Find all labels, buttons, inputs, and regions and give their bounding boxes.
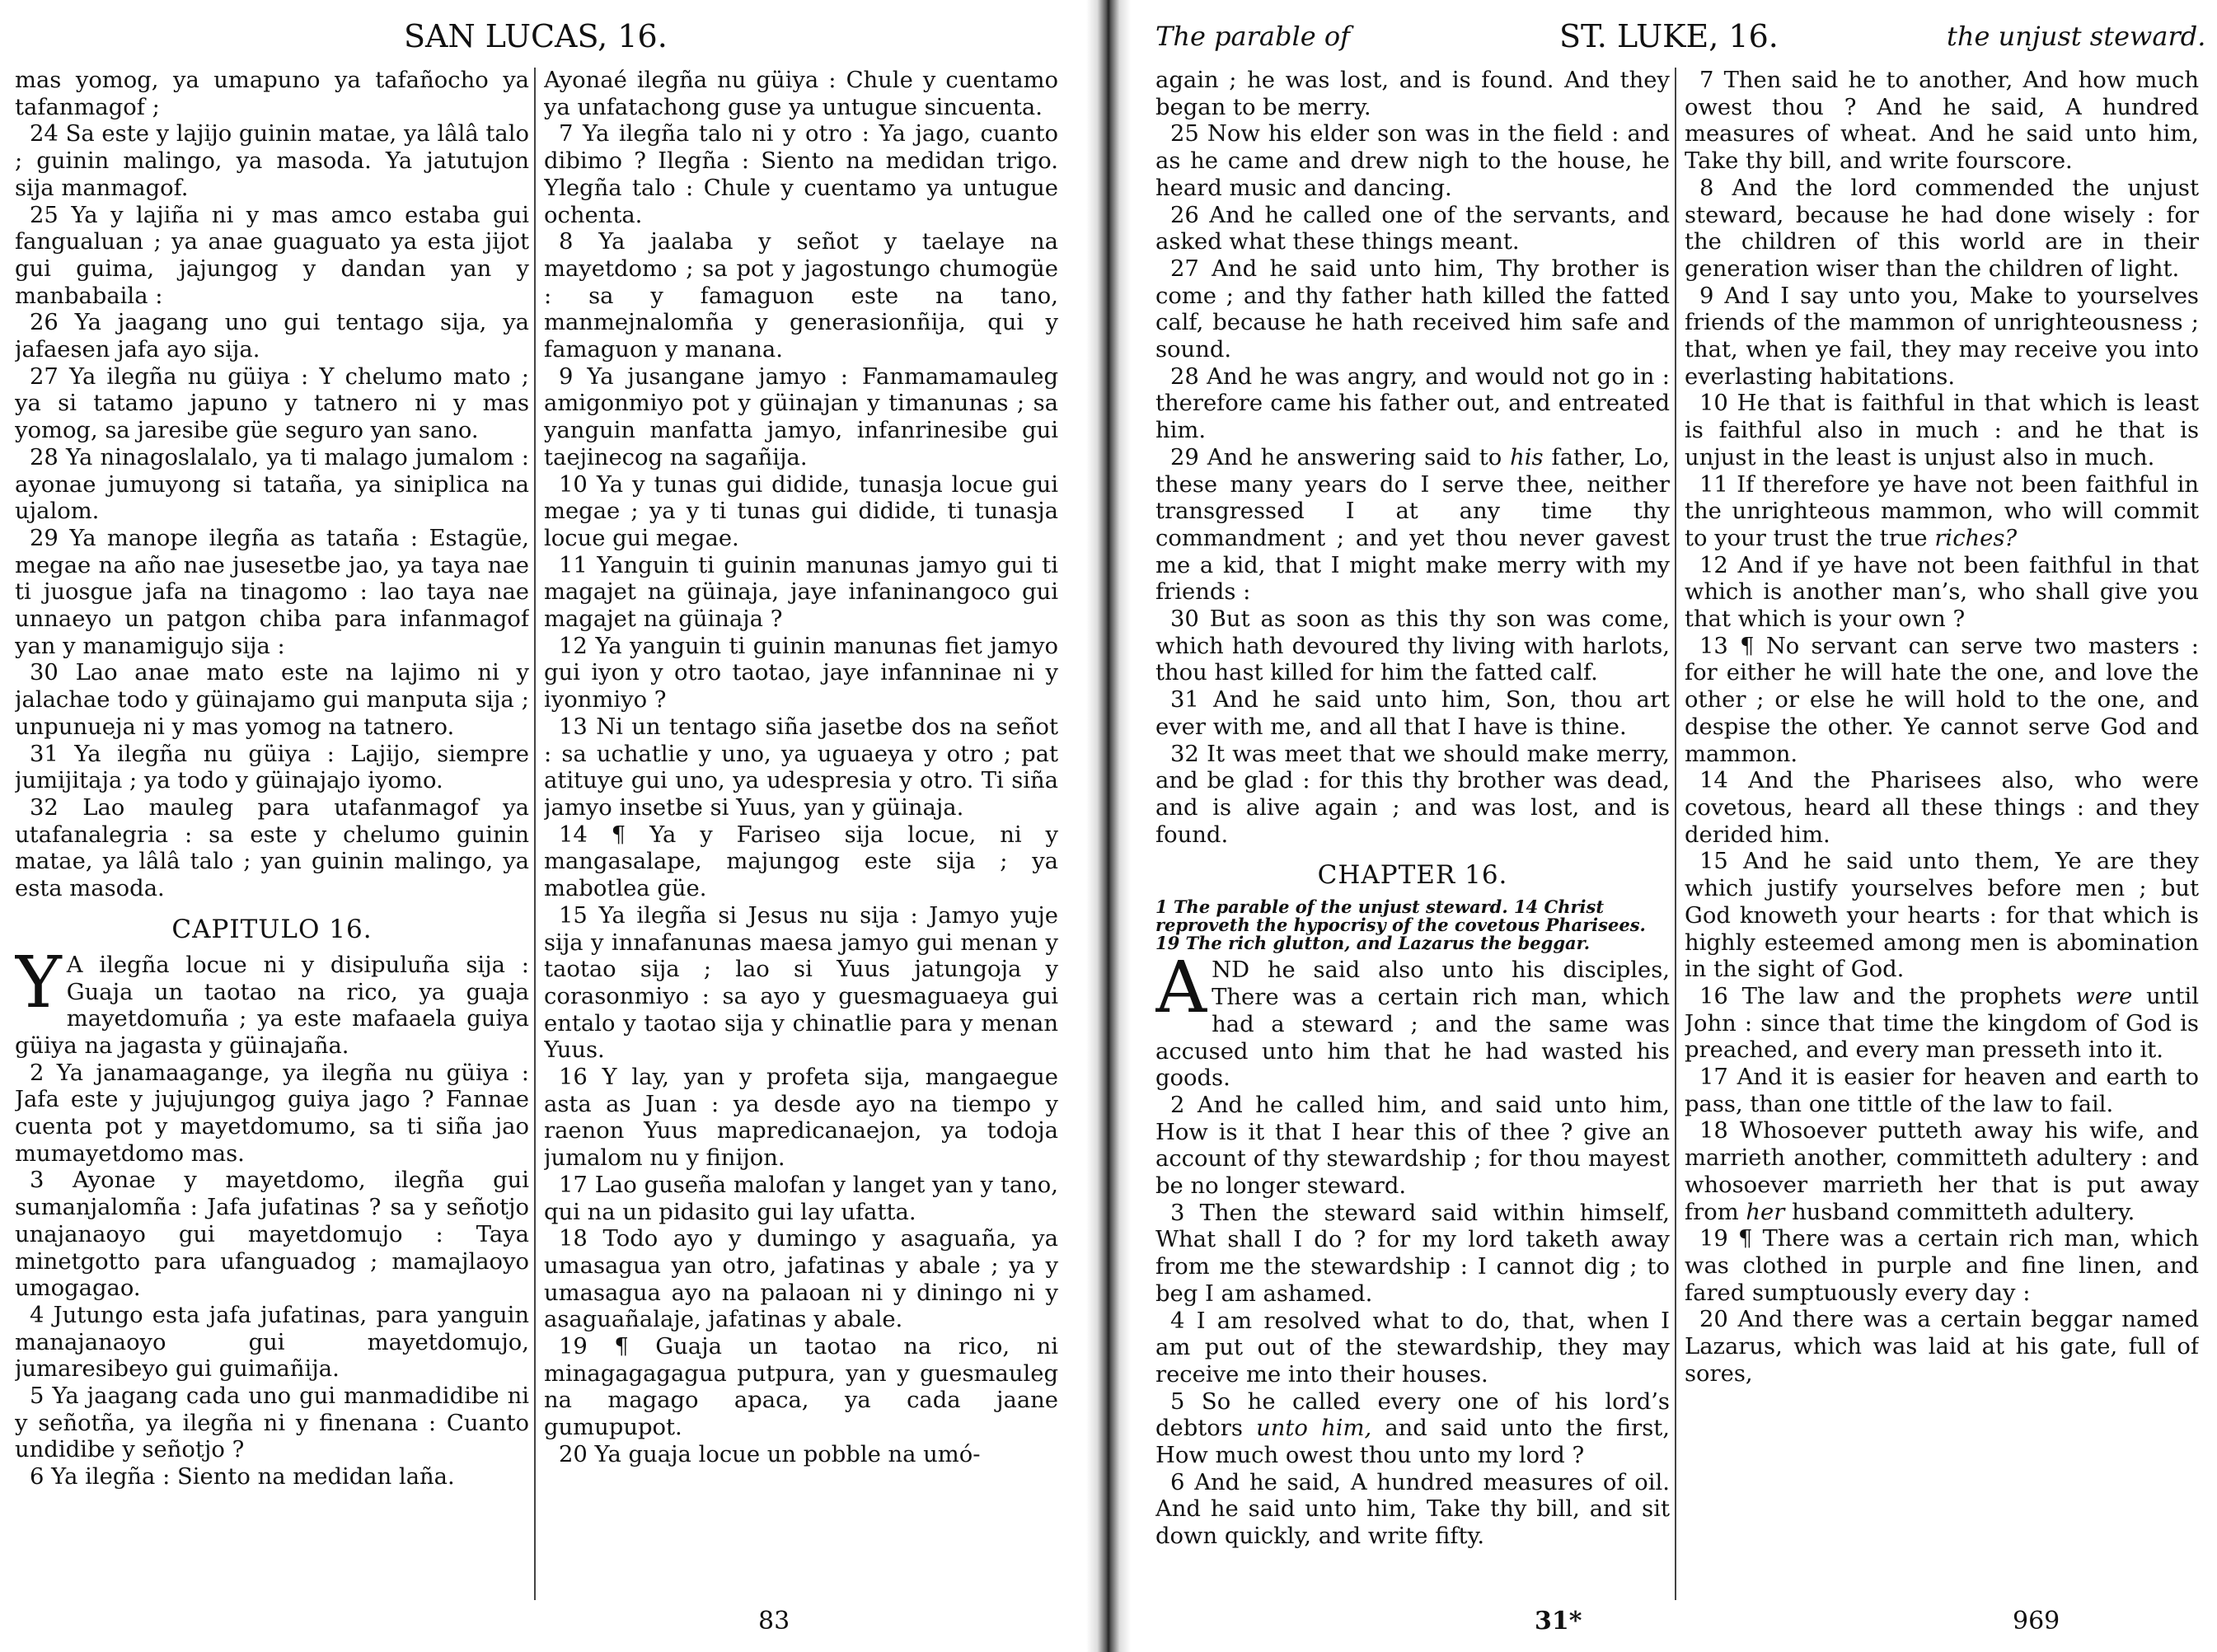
verse-text: husband committeth adultery. [1784, 1199, 2135, 1225]
left-page [0, 0, 1086, 1652]
verse: 30 But as soon as this thy son was come, which hath devoured thy living with harlots, thou hast killed for him the fatted calf. [1155, 606, 1670, 686]
verse: 8 Ya jaalaba y señot y taelaye na mayetdomo ; sa pot y jagostungo chumogüe : sa y famaguon este na tano, manmejnalomña y generasionñija, qui y famaguon y manana. [544, 229, 1058, 363]
verse: again ; he was lost, and is found. And they began to be merry. [1155, 68, 1670, 120]
running-head-right: the unjust steward. [1947, 21, 2206, 52]
verse: 30 Lao anae mato este na lajimo ni y jalachae todo y güinajamo gui manputa sija ; unpunueja ni y mas yomog na tatnero. [15, 660, 529, 740]
verse: 2 Ya janamaagange, ya ilegña nu güiya : Jafa este y jujujungog guiya jago ? Fannae cuenta pot y mayetdomumo, sa ti siña jao mumayetdomo mas. [15, 1060, 529, 1167]
verse [1685, 1118, 2199, 1226]
drop-cap: A [1155, 947, 1207, 1030]
verse-text: 5 So he called every one of his lord’s debtors [1155, 1388, 1670, 1442]
verse: 19 ¶ There was a certain rich man, which was clothed in purple and fine linen, and fared sumptuously every day : [1685, 1226, 2199, 1306]
verse-text: and said unto the first, How much owest thou unto my lord ? [1155, 1416, 1670, 1469]
verse: 6 And he said, A hundred measures of oil. And he said unto him, Take thy bill, and sit down quickly, and write fifty. [1155, 1469, 1670, 1550]
verse [1155, 445, 1670, 606]
left-column-2 [544, 68, 1058, 1600]
verse [15, 941, 529, 1060]
verse: 26 Ya jaagang uno gui tentago sija, ya jafaesen jafa ayo sija. [15, 310, 529, 363]
verse: 31 Ya ilegña nu güiya : Lajijo, siempre jumijitaja ; ya todo y güinajajo iyomo. [15, 741, 529, 794]
verse: 6 Ya ilegña : Siento na medidan laña. [30, 1464, 455, 1491]
italic-word: were [2075, 983, 2133, 1009]
verse-text: 16 The law and the prophets [1699, 983, 2076, 1009]
right-column-2 [1685, 68, 2199, 1600]
verse: 24 Sa este y lajijo guinin matae, ya lâlâ talo ; guinin malingo, ya masoda. Ya jatutujon sija manmagof. [15, 121, 529, 201]
running-head-center: ST. LUKE, 16. [1559, 18, 1779, 54]
verse-text: until John : since that time the kingdom of God is preached, and every man presseth into it. [1685, 983, 2199, 1064]
verse: 4 I am resolved what to do, that, when I am put out of the stewardship, they may receive me into their houses. [1155, 1308, 1670, 1388]
chapter-heading: CAPITULO 16. [171, 914, 373, 944]
verse: 7 Then said he to another, And how much owest thou ? And he said, A hundred measures of wheat. And he said unto him, Take thy bill, and write fourscore. [1685, 68, 2199, 175]
verse: 17 Lao guseña malofan y langet yan y tano, qui na un pidasito gui lay ufatta. [544, 1172, 1058, 1225]
verse: 13 ¶ No servant can serve two masters : for either he will hate the one, and love the other ; or else he will hold to the one, and despise the other. Ye cannot serve God and mammon. [1685, 633, 2199, 767]
verse: Ayonaé ilegña nu güiya : Chule y cuentamo ya unfatachong guse ya untugue sincuenta. [544, 68, 1058, 120]
page-number: 969 [2013, 1607, 2060, 1636]
italic-word: unto him, [1256, 1416, 1372, 1442]
italic-word: riches? [1934, 525, 2018, 551]
verse: 11 Yanguin ti guinin manunas jamyo gui ti magajet na güinaja, jaye infaninangoco gui magajet na güinaja ? [544, 552, 1058, 633]
verse: 5 Ya jaagang cada uno gui manmadidibe ni y señotña, ya ilegña ni y finenana : Cuanto undidibe y señotjo ? [15, 1383, 529, 1463]
right-column-1 [1155, 68, 1670, 1600]
verse-text: father, Lo, these many years do I serve thee, neither transgressed I at any time thy commandment ; and yet thou never gavest me a kid, that I might make merry with my friends : [1155, 444, 1670, 606]
verse: 27 And he said unto him, Thy brother is come ; and thy father hath killed the fatted calf, because he hath received him safe and sound. [1155, 255, 1670, 363]
verse [1685, 984, 2199, 1065]
verse: 2 And he called him, and said unto him, How is it that I hear this of thee ? give an account of thy stewardship ; for thou mayest be no longer steward. [1155, 1092, 1670, 1200]
verse-text: A ilegña locue ni y disipuluña sija : Guaja un taotao na rico, ya guaja mayetdomuña ; ya este mafaaela guiya güiya na jagasta y güinajaña. [15, 952, 529, 1059]
verse [1685, 472, 2199, 553]
verse: 15 And he said unto them, Ye are they which justify yourselves before men ; but God knoweth your hearts : for that which is highly esteemed among men is abomination in the sight of God. [1685, 849, 2199, 983]
verse: 14 ¶ Ya y Fariseo sija locue, ni y mangasalape, majungog este sija ; ya mabotlea güe. [544, 821, 1058, 902]
verse: 27 Ya ilegña nu güiya : Y chelumo mato ; ya si tatamo japuno y tatnero ni y mas yomog, sa jaresibe güe seguro yan sano. [15, 363, 529, 444]
right-page [1131, 0, 2217, 1652]
running-head: SAN LUCAS, 16. [404, 18, 668, 54]
verse: 4 Jutungo esta jafa jufatinas, para yanguin manajanaoyo gui mayetdomujo, jumaresibeyo gui guimañija. [15, 1302, 529, 1383]
verse: 31 And he said unto him, Son, thou art ever with me, and all that I have is thine. [1155, 687, 1670, 740]
verse: 29 Ya manope ilegña as tataña : Estagüe, megae na año nae jusesetbe jao, ya taya nae ti juosgue jafa na tinagomo : lao taya nae unnaeyo un patgon chiba para infanmagof yan y manamigujo sija : [15, 525, 529, 659]
verse: 19 ¶ Guaja un taotao na rico, ni minagagagagua putpura, yan y guesmauleg na magago apaca, ya cada jaane gumupupot. [544, 1334, 1058, 1441]
page-number: 83 [758, 1607, 790, 1636]
verse: 25 Ya y lajiña ni y mas amco estaba gui fangualuan ; ya anae guaguato ya esta jijot gui guima, jajungog y dandan yan y manbabaila : [15, 202, 529, 309]
verse: 18 Todo ayo y dumingo y asaguaña, ya umasagua yan otro, jafatinas y abale ; ya y umasagua ayo na palaoan ni y diningo ni y asaguañalaje, jafatinas y abale. [544, 1226, 1058, 1333]
column-rule [1675, 68, 1676, 1600]
verse: 26 And he called one of the servants, and asked what these things meant. [1155, 202, 1670, 255]
verse-text: 18 Whosoever putteth away his wife, and marrieth another, committeth adultery : and whosoever marrieth her that is put away from [1685, 1118, 2199, 1225]
verse [1155, 1389, 1670, 1470]
verse: 17 And it is easier for heaven and earth to pass, than one tittle of the law to fail. [1685, 1065, 2199, 1117]
verse [1155, 947, 1670, 1093]
verse: 8 And the lord commended the unjust steward, because he had done wisely : for the children of this world are in their generation wiser than the children of light. [1685, 175, 2199, 282]
verse: 10 Ya y tunas gui didide, tunasja locue gui megae ; ya y ti tunas gui didide, ti tunasja locue gui megae. [544, 471, 1058, 551]
column-rule [534, 68, 536, 1600]
verse: 20 And there was a certain beggar named Lazarus, which was laid at his gate, full of sores, [1685, 1307, 2199, 1387]
chapter-heading: CHAPTER 16. [1317, 860, 1508, 891]
verse: 16 Y lay, yan y profeta sija, mangaegue asta as Juan : ya desde ayo na tiempo y raenon Yuus mapredicanaejon, ya todoja jumalom nu y finijon. [544, 1065, 1058, 1172]
verse: 12 And if ye have not been faithful in that which is another man’s, who shall give you that which is your own ? [1685, 552, 2199, 633]
verse: 10 He that is faithful in that which is least is faithful also in much : and he that is unjust in the least is unjust also in much. [1685, 391, 2199, 470]
verse: mas yomog, ya umapuno ya tafañocho ya tafanmagof ; [15, 68, 529, 120]
verse: 25 Now his elder son was in the field : and as he came and drew nigh to the house, he heard music and dancing. [1155, 121, 1670, 201]
verse: 9 And I say unto you, Make to yourselves friends of the mammon of unrighteousness ; that, when ye fail, they may receive you into everlasting habitations. [1685, 283, 2199, 390]
verse: 28 Ya ninagoslalalo, ya ti malago jumalom : ayonae jumuyong si tataña, ya siniplica na ujalom. [15, 444, 529, 525]
verse-text: 11 If therefore ye have not been faithful in the unrighteous mammon, who will commit to your trust the true [1685, 471, 2199, 551]
verse: 32 It was meet that we should make merry, and be glad : for this thy brother was dead, and is alive again ; and was lost, and is found. [1155, 741, 1670, 848]
left-column-1 [15, 68, 529, 1600]
verse: 20 Ya guaja locue un pobble na umó- [559, 1441, 981, 1467]
small-caps: ND [1212, 957, 1250, 984]
verse: 3 Then the steward said within himself, What shall I do ? for my lord taketh away from me the stewardship : I cannot dig ; to beg I am ashamed. [1155, 1200, 1670, 1307]
italic-word: her [1746, 1199, 1785, 1225]
signature-mark: 31* [1535, 1607, 1582, 1636]
verse-text: he said also unto his disciples, There was a certain rich man, which had a steward ; and the same was accused unto him that he had wasted his goods. [1155, 957, 1670, 1092]
verse-text: 29 And he answering said to [1170, 444, 1511, 470]
verse: 32 Lao mauleg para utafanmagof ya utafanalegria : sa este y chelumo guinin matae, ya lâlâ talo ; yan guinin malingo, ya esta masoda. [15, 794, 529, 902]
book-gutter [1086, 0, 1131, 1652]
chapter-summary: 1 The parable of the unjust steward. 14 Christ reproveth the hypocrisy of the covetous Pharisees. 19 The rich glutton, and Lazarus the beggar. [1155, 896, 1646, 954]
verse: 13 Ni un tentago siña jasetbe dos na señot : sa uchatlie y uno, ya uguaeya y otro ; pat atituye gui uno, ya udespresia y otro. Ti siña jamyo insetbe si Yuus, yan y güinaja. [544, 714, 1058, 821]
verse: 28 And he was angry, and would not go in : therefore came his father out, and entreated him. [1155, 363, 1670, 444]
verse: 3 Ayonae y mayetdomo, ilegña gui sumanjalomña : Jafa jufatinas ? sa y señotjo unajanaoyo gui mayetdomujo : Taya minetgotto para ufanguadog ; mamajlaoyo umogagao. [15, 1168, 529, 1302]
verse: 7 Ya ilegña talo ni y otro : Ya jago, cuanto dibimo ? Ilegña : Siento na medidan trigo. Ylegña talo : Chule y cuentamo ya untugue ochenta. [544, 121, 1058, 228]
verse: 15 Ya ilegña si Jesus nu sija : Jamyo yuje sija y innafanunas maesa jamyo gui menan y taotao sija ; lao si Yuus jatungoja y corasonmiyo : sa ayo y guesmaguaeya gui entalo y taotao sija y chinatlie para y menan Yuus. [544, 902, 1058, 1064]
drop-cap: Y [15, 941, 62, 1024]
verse: 12 Ya yanguin ti guinin manunas fiet jamyo gui iyon y otro taotao, jaye infanninae ni y iyonmiyo ? [544, 633, 1058, 714]
italic-word: his [1510, 444, 1544, 470]
running-head-left: The parable of [1155, 21, 1350, 52]
verse: 14 And the Pharisees also, who were covetous, heard all these things : and they derided him. [1685, 768, 2199, 848]
verse: 9 Ya jusangane jamyo : Fanmamamauleg amigonmiyo pot y güinajan y timanunas ; sa yanguin manfatta jamyo, infanrinesibe gui taejinecog na sagañija. [544, 363, 1058, 470]
